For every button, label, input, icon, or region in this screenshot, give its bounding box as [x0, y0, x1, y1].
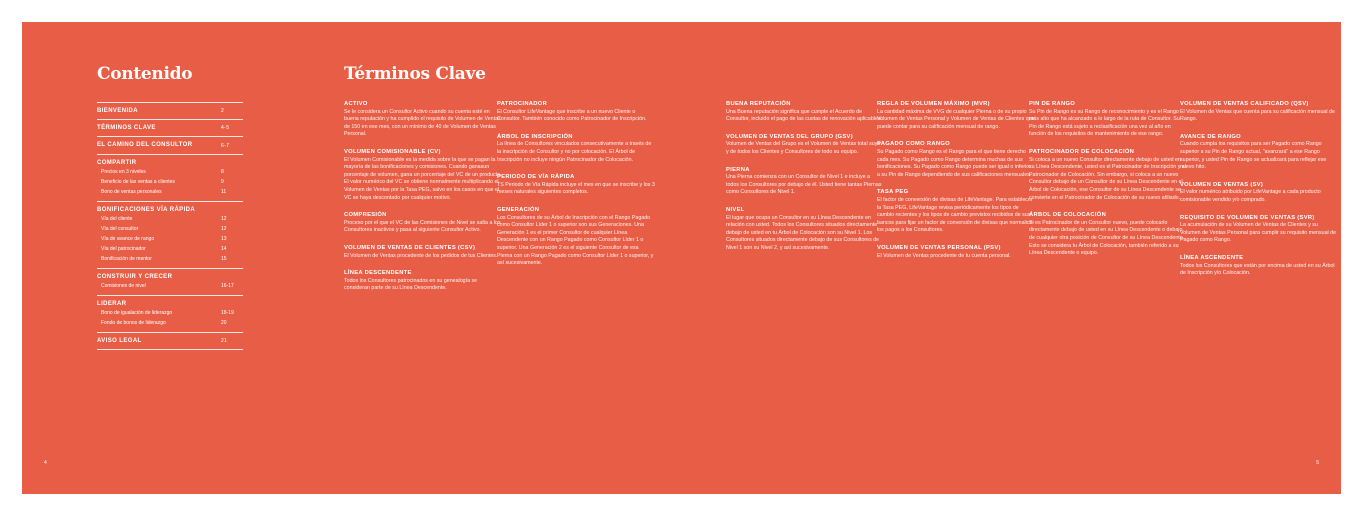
term-definition: Una Buena reputación significa que cumple el Acuerdo de Consultor, incluido el pago de las cuotas de renovación aplicables.	[726, 108, 883, 123]
term-entry	[726, 134, 884, 157]
term-definition: Volumen de Ventas del Grupo es el Volumen de Ventas total suyo y de todos los Clientes y Consultores de todo su equipo.	[726, 141, 881, 155]
term-definition: Todos los Consultores que están por encima de usted en su Árbol de Inscripción y/o Colocación.	[1180, 262, 1335, 277]
term-entry	[877, 101, 1035, 131]
toc-item	[97, 214, 243, 224]
page-number-left: 4	[44, 460, 47, 466]
terms-column-1	[344, 101, 502, 303]
toc-item-label: Vía del cliente	[101, 216, 133, 222]
term-entry	[1180, 134, 1338, 172]
toc-item-page: 11	[221, 189, 227, 195]
toc-page-number: 6-7	[221, 142, 230, 149]
term-definition: El lugar que ocupa un Consultor en su Línea Descendente en relación con usted. Todos los Consultores situados directamente debajo de usted en tu Árbol de Colocación son su Nivel 1. Los Consultores situados directamente debajo de sus Consultores de Nivel 1 son su Nivel 2, y así sucesivamente.	[726, 214, 880, 251]
toc-item-label: Comisiones de nivel	[101, 283, 146, 289]
toc-item-page: 16-17	[221, 283, 234, 289]
term-title: REQUISITO DE VOLUMEN DE VENTAS (SVR)	[1180, 214, 1315, 221]
term-entry	[877, 189, 1035, 235]
toc-item	[97, 244, 243, 254]
toc-item	[97, 318, 243, 328]
term-entry	[497, 174, 655, 197]
toc-section-row	[97, 300, 243, 308]
toc-section-row	[97, 337, 243, 345]
toc-item	[97, 281, 243, 291]
toc-section-row	[97, 273, 243, 281]
term-title: NIVEL	[726, 206, 745, 213]
toc-item	[97, 224, 243, 234]
brochure-spread	[22, 22, 1341, 494]
right-page	[682, 22, 1341, 494]
toc-item-page: 20	[221, 320, 227, 326]
toc-item	[97, 234, 243, 244]
toc-item-label: Precios en 3 niveles	[101, 169, 146, 175]
toc-item-label: Vía del patrocinador	[101, 246, 146, 252]
terms-column-3	[726, 101, 884, 263]
term-entry	[344, 149, 502, 202]
term-entry	[344, 270, 502, 293]
term-title: PATROCINADOR	[497, 101, 548, 107]
term-entry	[1180, 215, 1338, 245]
term-title: LÍNEA ASCENDENTE	[1180, 254, 1244, 261]
term-entry	[1029, 101, 1187, 139]
term-definition: TS Periodo de Vía Rápida incluye el mes en que se inscribe y los 3 meses naturales siguientes completos.	[497, 181, 655, 196]
term-title: LÍNEA DESCENDENTE	[344, 270, 412, 277]
term-definition: La línea de Consultores vinculados consecutivamente a través de la inscripción de Consultor y no por colocación. El Árbol de Inscripción no incluye ningún Patrocinador de Colocación.	[497, 141, 652, 163]
terms-column-4	[877, 101, 1035, 270]
toc-item-page: 14	[221, 246, 227, 252]
term-title: BUENA REPUTACIÓN	[726, 101, 791, 107]
toc-item-page: 18-19	[221, 310, 234, 316]
term-definition: El valor numérico atribuido por LifeVantage a cada producto comisionable vendido y/o comprado.	[1180, 189, 1321, 203]
term-definition: Los Consultores de su Árbol de Inscripción con el Rango Pagado como Consultor Líder 1 o superior son sus Generaciones. Una Generación 1 es el primer Consultor de cualquier Línea Descendente con un Rango Pagado como Consultor Líder 1 o superior. Una Generación 2 es el siguiente Consultor de esa Pierna con un Rango Pagado como Consultor Líder 1 o superior, y así sucesivamente.	[497, 214, 654, 267]
term-entry	[1180, 101, 1338, 124]
toc-section	[97, 332, 243, 350]
toc-section	[97, 154, 243, 201]
term-definition: El Volumen de Ventas que cuenta para su calificación mensual de Rango.	[1180, 108, 1335, 123]
term-entry	[1180, 255, 1338, 278]
toc-section-title: AVISO LEGAL	[97, 338, 142, 344]
toc-section-title: EL CAMINO DEL CONSULTOR	[97, 142, 193, 148]
toc-section-row	[97, 159, 243, 167]
term-title: VOLUMEN DE VENTAS DEL GRUPO (GSV)	[726, 133, 853, 140]
toc-item-label: Fondo de bonos de liderazgo	[101, 320, 166, 326]
term-entry	[726, 167, 884, 197]
toc-item	[97, 187, 243, 197]
term-definition: El Consultor LifeVantage que inscribe a un nuevo Cliente o Consultor. También conocido como Patrocinador de Inscripción.	[497, 108, 647, 123]
term-title: ÁRBOL DE COLOCACIÓN	[1029, 212, 1107, 219]
term-definition: Si es Patrocinador de un Consultor nuevo, puede colocarlo directamente debajo de usted en su Línea Descendente o debajo de cualquier otra posición de Consultor de su Línea Descendente. Esto se considera tu Árbol de Colocación, también referido a su Línea Descendente o equipo.	[1029, 219, 1185, 257]
term-entry	[1180, 182, 1338, 205]
toc-section-title: LIDERAR	[97, 301, 127, 307]
term-title: GENERACIÓN	[497, 206, 540, 213]
toc-item	[97, 254, 243, 264]
term-entry	[497, 134, 655, 164]
term-entry	[726, 207, 884, 253]
term-entry	[497, 207, 655, 268]
term-entry	[1029, 149, 1187, 202]
toc-page-number: 21	[221, 338, 228, 344]
term-title: VOLUMEN DE VENTAS PERSONAL (PSV)	[877, 244, 1001, 251]
term-entry	[344, 245, 502, 260]
term-definition: Cuando cumpla los requisitos para ser Pagado como Rango superior a su Pin de Rango actual, "avanzará" a ese Rango superior, y usted Pin de Rango se actualizará para reflejar ese nuevo hito.	[1180, 141, 1327, 171]
toc-item	[97, 167, 243, 177]
term-title: PAGADO COMO RANGO	[877, 141, 950, 148]
term-definition: La acumulación de su Volumen de Ventas de Clientes y su Volumen de Ventas Personal para cumplir su requisito mensual de Pagado como Rango.	[1180, 222, 1337, 244]
toc-section	[97, 119, 243, 136]
toc-item-label: Bono de ventas personales	[101, 189, 162, 195]
term-entry	[877, 245, 1035, 260]
term-title: VOLUMEN DE VENTAS CALIFICADO (QSV)	[1180, 101, 1309, 107]
toc-section	[97, 268, 243, 295]
term-title: VOLUMEN DE VENTAS DE CLIENTES (CSV)	[344, 244, 476, 251]
term-definition: Todos los Consultores patrocinados en su genealogía se consideran parte de su Línea Descendente.	[344, 277, 478, 292]
term-title: PIERNA	[726, 166, 750, 173]
toc-page-number: 4-5	[221, 125, 230, 131]
term-entry	[1029, 212, 1187, 258]
toc-section-title: BONIFICACIONES VÍA RÁPIDA	[97, 207, 196, 213]
term-entry	[877, 141, 1035, 179]
toc-section-row	[97, 206, 243, 214]
toc-section-row	[97, 107, 243, 115]
term-definition: Su Pagado como Rango es el Rango para el que tiene derecho cada mes. Su Pagado como Rango determina muchas de sus bonificaciones. Su Pagado como Rango puede ser igual o inferior a su Pin de Rango dependiendo de sus calificaciones mensuales.	[877, 148, 1032, 178]
term-definition: El Volumen de Ventas procedente de tu cuenta personal.	[877, 252, 1011, 259]
term-title: ACTIVO	[344, 101, 368, 107]
toc-item-page: 13	[221, 236, 227, 242]
toc-item-label: Bono de igualación de liderazgo	[101, 310, 173, 316]
toc-section	[97, 102, 243, 119]
terms-column-2	[497, 101, 655, 278]
toc-item-page: 8	[221, 169, 224, 175]
terms-column-5	[1029, 101, 1187, 268]
term-title: COMPRESIÓN	[344, 212, 387, 219]
term-title: AVANCE DE RANGO	[1180, 133, 1241, 140]
toc-item-label: Bonificación de mentor	[101, 256, 152, 262]
toc-section-row	[97, 124, 243, 132]
term-title: PIN DE RANGO	[1029, 101, 1076, 107]
term-definition: El Volumen de Ventas procedente de los pedidos de tus Clientes.	[344, 252, 498, 259]
toc-item	[97, 177, 243, 187]
toc-section-title: COMPARTIR	[97, 160, 137, 166]
term-title: PATROCINADOR DE COLOCACIÓN	[1029, 148, 1135, 155]
toc-item-label: Vía del consultor	[101, 226, 139, 232]
toc-section-title: TÉRMINOS CLAVE	[97, 125, 156, 131]
toc-item-page: 9	[221, 179, 224, 185]
term-definition: El factor de conversión de divisas de LifeVantage. Para establecer la Tasa PEG, LifeVantage revisa periódicamente los tipos de cambio recientes y los tipos de cambio previstos recibidos de sus bancos para fijar un factor de conversión de divisas que normalice los pagos a los Consultores.	[877, 196, 1033, 234]
toc-heading: Contenido	[97, 64, 193, 84]
toc-section-row	[97, 141, 243, 150]
terms-heading: Términos Clave	[344, 64, 486, 84]
toc-item	[97, 308, 243, 318]
toc-page-number: 2	[221, 108, 225, 114]
page-number-right: 5	[1316, 460, 1319, 466]
toc-section	[97, 136, 243, 154]
term-title: PERIODO DE VÍA RÁPIDA	[497, 174, 575, 181]
term-title: REGLA DE VOLUMEN MÁXIMO (MVR)	[877, 101, 990, 107]
term-definition: Se le considera un Consultor Activo cuando su cuenta esté en buena reputación y ha cumplido el requisito de Volumen de Ventas de 150 en ese mes, con un mínimo de 40 de Volumen de Ventas Personal.	[344, 108, 501, 138]
toc-item-label: Vía de avance de rango	[101, 236, 155, 242]
term-title: VOLUMEN DE VENTAS (SV)	[1180, 181, 1264, 188]
term-definition: El Volumen Comisionable es la medida sobre la que se pagan la mayoría de las bonificaciones y comisiones. Cuando ganasun porcentaje de volumen, gana un porcentaje del VC de un producto. El valor numérico del VC se obtiene normalmente multiplicando el Volumen de Ventas por la Tasa PEG, salvo en los casos en que el VC se haya descontado por cualquier motivo.	[344, 156, 502, 201]
toc-section-title: BIENVENIDA	[97, 108, 139, 114]
term-entry	[344, 101, 502, 139]
toc-item-label: Beneficio de las ventas a clientes	[101, 179, 175, 185]
term-entry	[726, 101, 884, 124]
terms-column-6	[1180, 101, 1338, 288]
term-definition: Su Pin de Rango es su Rango de reconocimiento y es el Rango más alto que ha alcanzado a lo largo de la ruta de Consultor. Su Pin de Rango está sujeto a reclasificación una vez al año en función de los requisitos de mantenimiento de ese rango.	[1029, 108, 1180, 138]
term-definition: Proceso por el que el VC de las Comisiones de Nivel se salta a los Consultores inactivos y pasa al siguiente Consultor Activo.	[344, 219, 501, 234]
term-entry	[344, 212, 502, 235]
toc-item-page: 12	[221, 226, 227, 232]
term-definition: Si coloca a un nuevo Consultor directamente debajo de usted en su Línea Descendente, usted es el Patrocinador de Inscripción y el Patrocinador de Colocación. Sin embargo, si coloca a un nuevo Consultor debajo de un Consultor de su Línea Descendente en el Árbol de Colocación, ese Consultor de su Línea Descendente se convierte en el Patrocinador de Colocación de su nuevo afiliado.	[1029, 156, 1186, 201]
table-of-contents	[97, 102, 243, 350]
left-page	[22, 22, 681, 494]
term-definition: Una Pierna comienza con un Consultor de Nivel 1 e incluye a todos los Consultores por debajo de él. Usted tiene tantas Piernas como Consultores de Nivel 1.	[726, 174, 882, 196]
term-title: TASA PEG	[877, 189, 909, 196]
term-title: ÁRBOL DE INSCRIPCIÓN	[497, 133, 573, 140]
toc-item-page: 15	[221, 256, 227, 262]
toc-section-title: CONSTRUIR Y CRECER	[97, 274, 173, 280]
toc-section	[97, 295, 243, 332]
term-definition: La cantidad máxima de VVG de cualquier Pierna o de su propio Volumen de Ventas Personal y Volumen de Ventas de Clientes que puede contar para su calificación mensual de rango.	[877, 108, 1035, 130]
toc-item-page: 12	[221, 216, 227, 222]
term-title: VOLUMEN COMISIONABLE (CV)	[344, 148, 441, 155]
toc-section	[97, 201, 243, 268]
term-entry	[497, 101, 655, 124]
